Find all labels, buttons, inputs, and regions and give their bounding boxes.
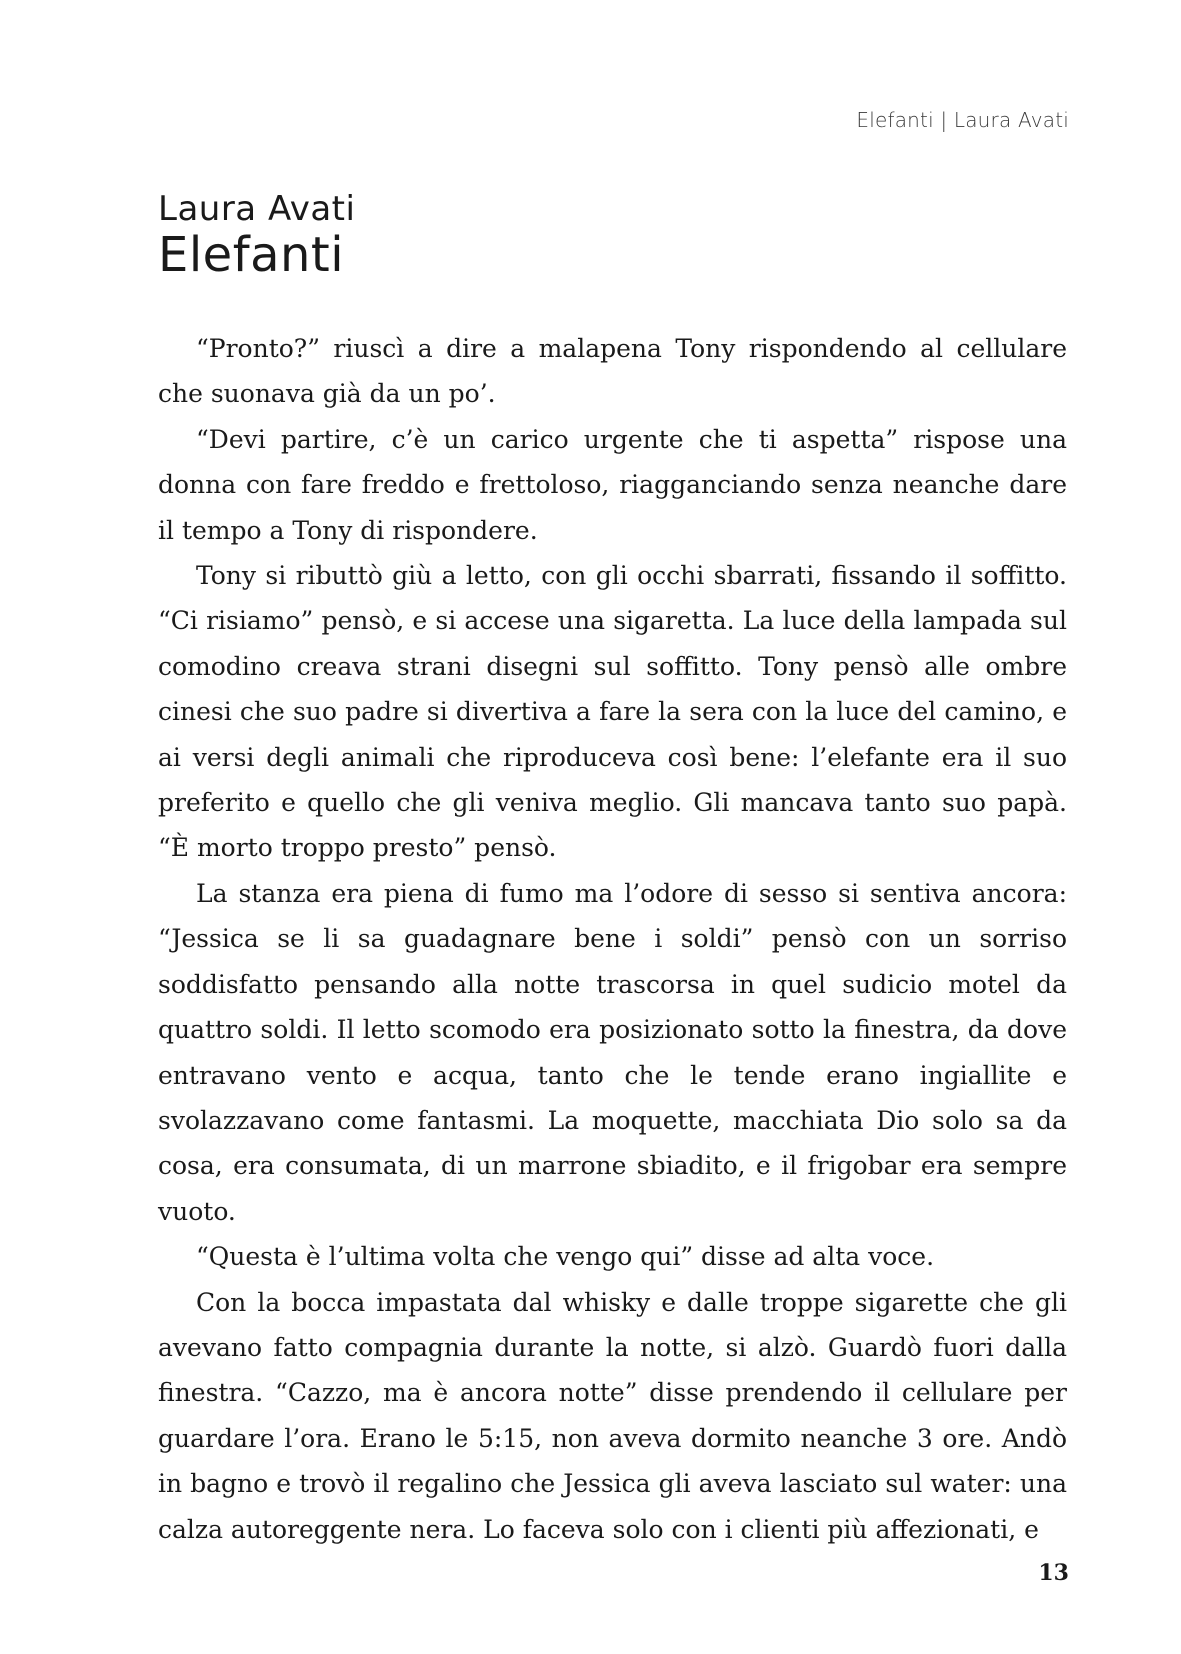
- paragraph: “Pronto?” riuscì a dire a malapena Tony rispondendo al cellulare che suonava già da un po’.: [158, 334, 1067, 409]
- body-text: [158, 326, 1067, 1552]
- paragraph: La stanza era piena di fumo ma l’odore di sesso si sentiva ancora: “Jessica se li sa guadagnare bene i soldi” pensò con un sorriso soddisfatto pensando alla notte trascorsa in quel sudicio motel da quattro soldi. Il letto scomodo era posizionato sotto la finestra, da dove entravano vento e acqua, tanto che le tende erano ingiallite e svolazzavano come fantasmi. La moquette, macchiata Dio solo sa da cosa, era consumata, di un marrone sbiadito, e il frigobar era sempre vuoto.: [158, 878, 1067, 1226]
- running-header: Elefanti | Laura Avati: [856, 108, 1069, 132]
- chapter-title-block: [158, 190, 355, 282]
- paragraph: “Devi partire, c’è un carico urgente che ti aspetta” rispose una donna con fare freddo e frettoloso, riagganciando senza neanche dare il tempo a Tony di rispondere.: [158, 424, 1067, 545]
- paragraph: Con la bocca impastata dal whisky e dalle troppe sigarette che gli avevano fatto compagnia durante la notte, si alzò. Guardò fuori dalla finestra. “Cazzo, ma è ancora notte” disse prendendo il cellulare per guardare l’ora. Erano le 5:15, non aveva dormito neanche 3 ore. Andò in bagno e trovò il regalino che Jessica gli aveva lasciato sul water: una calza autoreggente nera. Lo faceva solo con i clienti più affezionati, e: [158, 1287, 1067, 1544]
- chapter-title: Elefanti: [158, 227, 345, 283]
- paragraph: “Questa è l’ultima volta che vengo qui” disse ad alta voce.: [196, 1242, 935, 1272]
- page-number: 13: [1038, 1560, 1069, 1586]
- author-name: Laura Avati: [158, 189, 356, 229]
- paragraph: Tony si ributtò giù a letto, con gli occhi sbarrati, fissando il soffitto. “Ci risiamo” pensò, e si accese una sigaretta. La luce della lampada sul comodino creava strani disegni sul soffitto. Tony pensò alle ombre cinesi che suo padre si divertiva a fare la sera con la luce del camino, e ai versi degli animali che riproduceva così bene: l’elefante era il suo preferito e quello che gli veniva meglio. Gli mancava tanto suo papà. “È morto troppo presto” pensò.: [158, 561, 1067, 863]
